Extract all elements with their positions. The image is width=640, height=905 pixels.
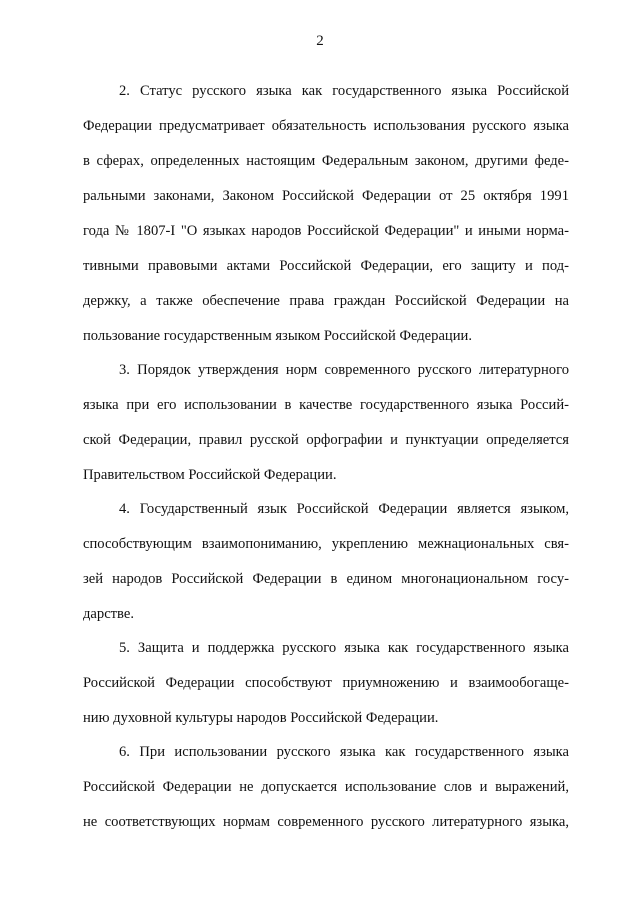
- paragraph-5-line-1: 5. Защита и поддержка русского языка как государственного языка: [119, 640, 569, 656]
- paragraph-4-line-4: дарстве.: [83, 606, 134, 622]
- paragraph-2-line-8: пользование государственным языком Российской Федерации.: [83, 328, 473, 344]
- paragraph-4-line-1: 4. Государственный язык Российской Федерации является языком,: [119, 501, 569, 517]
- paragraph-4-line-3: зей народов Российской Федерации в едином многонациональном госу-: [83, 571, 569, 587]
- paragraph-6-line-2: Российской Федерации не допускается использование слов и выражений,: [83, 779, 569, 795]
- paragraph-4-line-2: способствующим взаимопониманию, укреплению межнациональных свя-: [83, 536, 569, 552]
- paragraph-5-line-3: нию духовной культуры народов Российской Федерации.: [83, 710, 439, 726]
- page-number: 2: [316, 33, 324, 49]
- paragraph-5-line-2: Российской Федерации способствуют приумножению и взаимообогаще-: [83, 675, 569, 691]
- paragraph-6-line-1: 6. При использовании русского языка как государственного языка: [119, 744, 569, 760]
- paragraph-2-line-6: тивными правовыми актами Российской Федерации, его защиту и под-: [83, 258, 569, 274]
- paragraph-3-line-2: языка при его использовании в качестве государственного языка Россий-: [83, 397, 569, 413]
- paragraph-2-line-2: Федерации предусматривает обязательность использования русского языка: [83, 118, 569, 134]
- paragraph-3-line-3: ской Федерации, правил русской орфографии и пунктуации определяется: [83, 432, 569, 448]
- paragraph-2-line-1: 2. Статус русского языка как государственного языка Российской: [119, 83, 569, 99]
- paragraph-6-line-3: не соответствующих нормам современного русского литературного языка,: [83, 814, 569, 830]
- paragraph-2-line-7: держку, а также обеспечение права граждан Российской Федерации на: [83, 293, 569, 309]
- paragraph-3-line-4: Правительством Российской Федерации.: [83, 467, 337, 483]
- paragraph-2-line-4: ральными законами, Законом Российской Федерации от 25 октября 1991: [83, 188, 569, 204]
- paragraph-2-line-3: в сферах, определенных настоящим Федеральным законом, другими феде-: [83, 153, 569, 169]
- paragraph-2-line-5: года № 1807-I "О языках народов Российской Федерации" и иными норма-: [83, 223, 569, 239]
- paragraph-3-line-1: 3. Порядок утверждения норм современного русского литературного: [119, 362, 569, 378]
